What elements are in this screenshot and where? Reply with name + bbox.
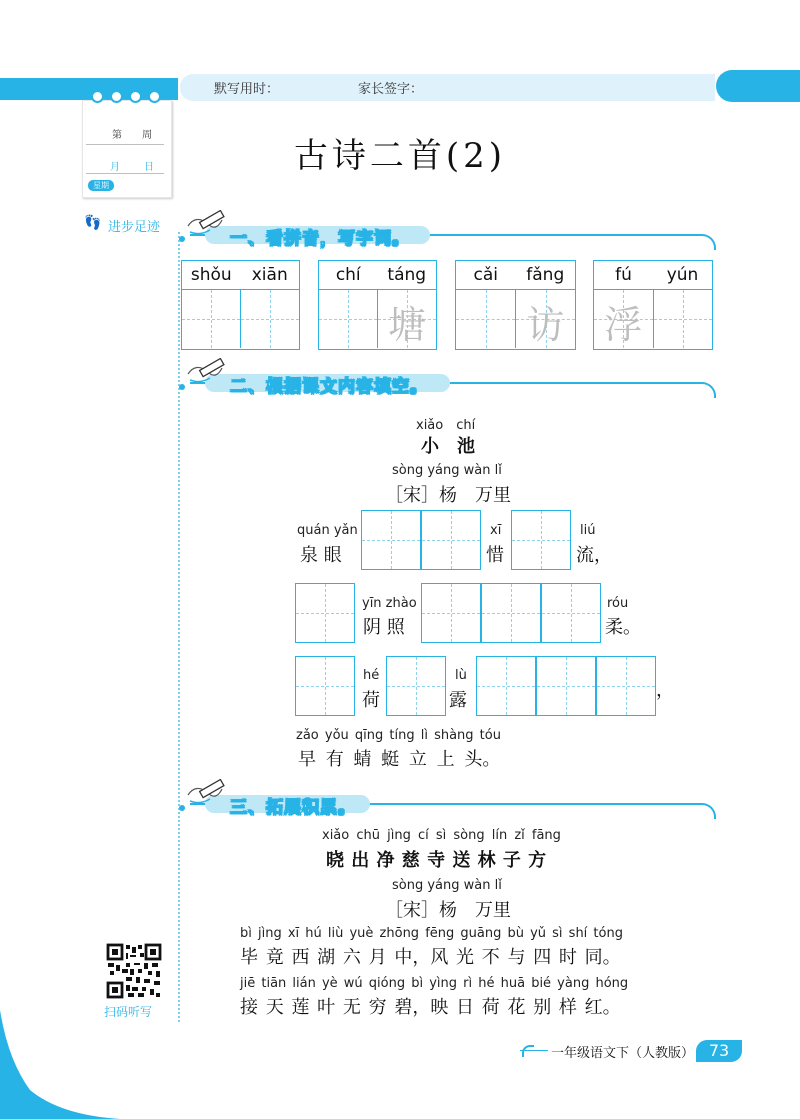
footer-book: 一年级语文下（人教版） <box>548 1042 697 1061</box>
pinyin-label: yún <box>666 265 699 285</box>
answer-box[interactable] <box>386 656 446 716</box>
pinyin-label: cǎi <box>473 265 498 285</box>
writing-cell[interactable] <box>456 290 516 348</box>
poem-author: ［宋］杨 万里 <box>385 485 511 506</box>
answer-box[interactable] <box>295 583 355 643</box>
qr-code[interactable] <box>106 943 162 999</box>
pinyin-label: yīn zhào <box>362 596 417 611</box>
margin-dotted-line <box>178 232 180 1022</box>
section3-heading: 三、拓展积累。 <box>230 798 356 818</box>
pinyin-label: lù <box>455 668 467 683</box>
poem-title: 小 池 <box>421 436 475 457</box>
pencil-icon <box>186 358 226 388</box>
ring-icon <box>148 90 161 103</box>
answer-box[interactable] <box>476 656 536 716</box>
pinyin-label: róu <box>607 596 629 611</box>
calendar-day-label: 日 <box>144 162 154 173</box>
pinyin-label: shǒu <box>190 265 232 285</box>
pinyin-group <box>593 260 713 350</box>
poem-text: 泉 眼 <box>300 545 342 566</box>
poem-text: 惜 <box>486 545 504 566</box>
page-number: 73 <box>696 1040 742 1062</box>
scan-label: 扫码听写 <box>104 1005 153 1019</box>
pinyin-label: hé <box>363 668 380 683</box>
pinyin-line: bì jìng xī hú liù yuè zhōng fēng guāng bù yǔ sì shí tóng <box>240 926 623 941</box>
poem-text: 接 天 莲 叶 无 穷 碧，映 日 荷 花 别 样 红。 <box>240 997 621 1018</box>
progress-label: 进步足迹 <box>108 220 161 235</box>
pinyin-group <box>181 260 300 350</box>
poem-title-pinyin: xiǎo chū jìng cí sì sòng lín zǐ fāng <box>322 828 561 843</box>
section-dot <box>179 384 185 390</box>
footer-curve <box>522 1045 534 1057</box>
answer-box[interactable] <box>541 583 601 643</box>
answer-box[interactable] <box>421 583 481 643</box>
poem-title: 晓 出 净 慈 寺 送 林 子 方 <box>326 850 547 871</box>
poem-author: ［宋］杨 万里 <box>385 900 511 921</box>
poem-title-pinyin: xiǎo chí <box>416 418 476 433</box>
pencil-icon <box>186 210 226 240</box>
pinyin-label: xiān <box>251 265 288 285</box>
pinyin-group <box>455 260 576 350</box>
writing-cell[interactable]: 塘 <box>378 290 436 348</box>
pinyin-label: táng <box>387 265 427 285</box>
corner-wave <box>0 1000 120 1119</box>
page-title: 古诗二首(2) <box>293 136 507 176</box>
ring-icon <box>129 90 142 103</box>
pinyin-line: jiē tiān lián yè wú qióng bì yìng rì hé huā bié yàng hóng <box>240 976 629 991</box>
answer-box[interactable] <box>481 583 541 643</box>
pencil-icon <box>186 779 226 809</box>
answer-box[interactable] <box>421 510 481 570</box>
author-pinyin: sòng yáng wàn lǐ <box>392 878 502 893</box>
pinyin-line: zǎo yǒu qīng tíng lì shàng tóu <box>296 728 501 743</box>
answer-box[interactable] <box>511 510 571 570</box>
pinyin-label: quán yǎn <box>297 523 358 538</box>
writing-cell[interactable] <box>241 290 299 348</box>
answer-box[interactable] <box>536 656 596 716</box>
section-dot <box>179 805 185 811</box>
pinyin-label: liú <box>580 523 596 538</box>
section1-heading: 一、看拼音，写字词。 <box>230 229 410 249</box>
parent-sign-label: 家长签字： <box>358 81 424 96</box>
section2-heading: 二、根据课文内容填空。 <box>230 377 428 397</box>
poem-text: 荷 <box>362 690 380 711</box>
calendar-month-label: 月 <box>110 162 120 173</box>
calendar-week-label: 第 周 <box>112 130 152 141</box>
section-dot <box>179 236 185 242</box>
poem-text: 阴 照 <box>363 617 405 638</box>
ring-icon <box>91 90 104 103</box>
poem-text: 流， <box>576 545 612 566</box>
poem-text: 早 有 蜻 蜓 立 上 头。 <box>298 749 501 770</box>
pinyin-label: chí <box>335 265 361 285</box>
pinyin-group <box>318 260 437 350</box>
header-bar-right <box>716 70 800 102</box>
pinyin-label: xī <box>490 523 502 538</box>
poem-text: 毕 竟 西 湖 六 月 中，风 光 不 与 四 时 同。 <box>240 947 621 968</box>
author-pinyin: sòng yáng wàn lǐ <box>392 463 502 478</box>
footprint-icon: 👣 <box>84 215 102 231</box>
answer-box[interactable] <box>361 510 421 570</box>
dictation-time-label: 默写用时： <box>214 81 280 96</box>
pinyin-label: fǎng <box>526 265 565 285</box>
weekday-badge: 星期 <box>88 180 114 191</box>
answer-box[interactable] <box>295 656 355 716</box>
writing-cell[interactable]: 浮 <box>594 290 654 348</box>
writing-cell[interactable] <box>319 290 378 348</box>
poem-text: 柔。 <box>605 617 641 638</box>
pinyin-label: fú <box>615 265 632 285</box>
ring-icon <box>110 90 123 103</box>
poem-text: ， <box>656 680 674 701</box>
writing-cell[interactable] <box>654 290 713 348</box>
answer-box[interactable] <box>596 656 656 716</box>
writing-cell[interactable]: 访 <box>516 290 575 348</box>
writing-cell[interactable] <box>182 290 241 348</box>
poem-text: 露 <box>449 690 467 711</box>
